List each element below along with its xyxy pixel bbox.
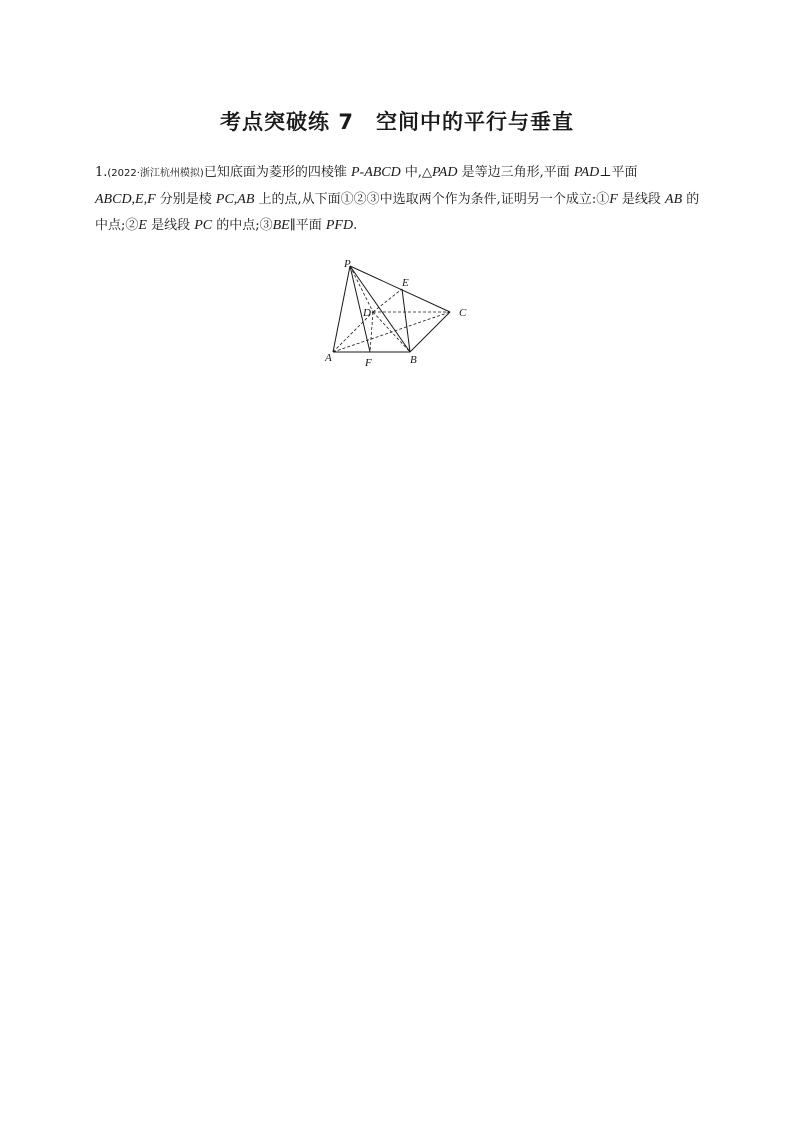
edge-BC [410,312,450,352]
page-title: 考点突破练 7 空间中的平行与垂直 [220,110,574,134]
text-seg: 上的点,从下面①②③中选取两个作为条件,证明另一个成立:① [254,192,610,207]
math-term: P-ABCD [350,165,401,180]
text-seg: 已知底面为菱形的四棱锥 [203,165,351,180]
label-F: F [365,357,372,369]
edge-PC [350,266,450,312]
text-seg: 是线段 [146,218,195,233]
math-term: BE [272,218,290,233]
text-seg: 的中点;② [95,192,700,233]
math-term: F [609,192,618,207]
math-term: PFD [325,218,354,233]
text-seg: 分别是棱 [155,192,216,207]
label-E: E [402,277,409,289]
math-term: PAD [573,165,600,180]
text-seg: 的中点;③ [212,218,273,233]
math-term: E [138,218,147,233]
text-seg: ⊥平面 [599,165,638,180]
math-term: AB [665,192,683,207]
label-D: D [363,307,371,319]
problem-number: 1. [95,165,108,180]
edge-AC [333,312,450,352]
math-term: PC [194,218,213,233]
math-term: PAD [432,165,458,180]
text-seg: . [353,218,358,233]
label-A: A [325,352,332,364]
text-seg: 是线段 [617,192,666,207]
label-P: P [344,258,351,270]
pyramid-figure [322,255,472,370]
label-B: B [410,354,417,366]
text-seg: 是等边三角形,平面 [457,165,574,180]
text-seg: 中,△ [400,165,433,180]
math-term: ABCD,E,F [95,192,156,207]
label-C: C [459,307,467,319]
edge-PD [350,266,373,312]
edge-PA [333,266,350,352]
text-seg: ∥平面 [289,218,326,233]
edge-DE [373,289,402,312]
math-term: PC,AB [215,192,255,207]
problem-text [95,160,700,239]
problem-source: (2022·浙江杭州模拟) [107,168,204,179]
edge-PB [350,266,410,352]
